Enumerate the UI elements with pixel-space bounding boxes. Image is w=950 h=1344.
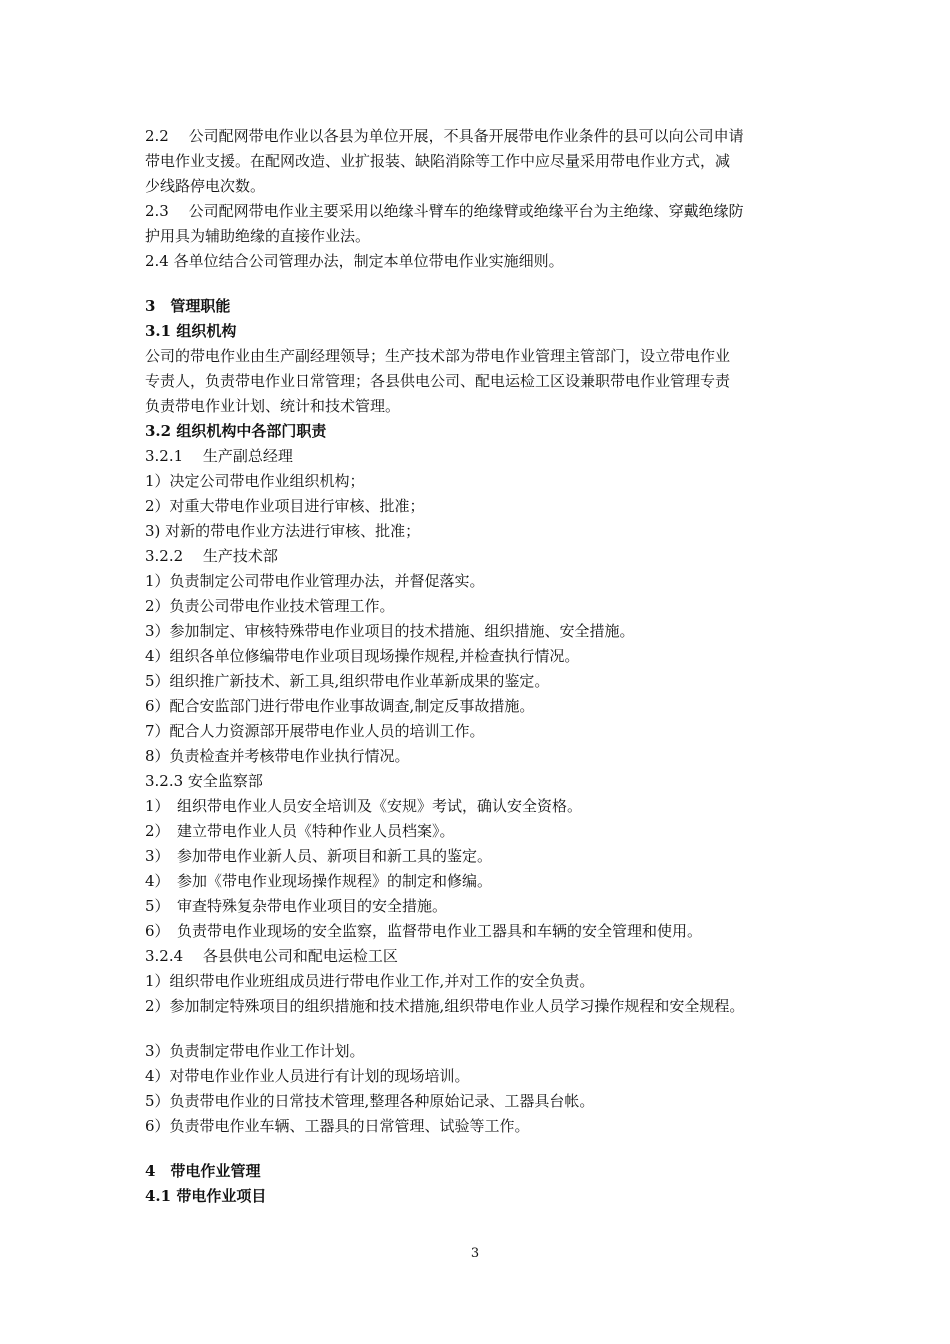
text-line: 3） 参加带电作业新人员、新项目和新工具的鉴定。 (145, 847, 493, 865)
text-line: 7）配合人力资源部开展带电作业人员的培训工作。 (145, 722, 485, 740)
text-line: 5） 审查特殊复杂带电作业项目的安全措施。 (145, 897, 448, 915)
text-line: 2）对重大带电作业项目进行审核、批准； (145, 497, 425, 515)
text-line: 4）组织各单位修编带电作业项目现场操作规程,并检查执行情况。 (145, 647, 580, 665)
page-number: 3 (470, 1246, 480, 1261)
text-line: 1） 组织带电作业人员安全培训及《安规》考试，确认安全资格。 (145, 797, 583, 815)
text-line: 2.3 公司配网带电作业主要采用以绝缘斗臂车的绝缘臂或绝缘平台为主绝缘、穿戴绝缘防 (145, 202, 744, 220)
paragraph-spacer (145, 1139, 835, 1159)
text-line: 3.2.3 安全监察部 (145, 772, 263, 790)
text-line: 4） 参加《带电作业现场操作规程》的制定和修编。 (145, 872, 493, 890)
text-line: 3.2.4 各县供电公司和配电运检工区 (145, 947, 398, 965)
text-line: 负责带电作业计划、统计和技术管理。 (145, 397, 401, 415)
document-body (145, 124, 835, 1209)
text-line: 2）参加制定特殊项目的组织措施和技术措施,组织带电作业人员学习操作规程和安全规程。 (145, 997, 745, 1015)
section-heading: 4 带电作业管理 (145, 1162, 261, 1180)
text-line: 带电作业支援。在配网改造、业扩报装、缺陷消除等工作中应尽量采用带电作业方式，减 (145, 152, 731, 170)
text-line: 4）对带电作业作业人员进行有计划的现场培训。 (145, 1067, 470, 1085)
text-line: 3）参加制定、审核特殊带电作业项目的技术措施、组织措施、安全措施。 (145, 622, 635, 640)
text-line: 2.2 公司配网带电作业以各县为单位开展，不具备开展带电作业条件的县可以向公司申请 (145, 127, 744, 145)
text-line: 6）配合安监部门进行带电作业事故调查,制定反事故措施。 (145, 697, 535, 715)
text-line: 少线路停电次数。 (145, 177, 266, 195)
section-heading: 3.2 组织机构中各部门职责 (145, 422, 327, 440)
text-line: 公司的带电作业由生产副经理领导；生产技术部为带电作业管理主管部门，设立带电作业 (145, 347, 731, 365)
text-line: 5）负责带电作业的日常技术管理,整理各种原始记录、工器具台帐。 (145, 1092, 595, 1110)
section-heading: 3 管理职能 (145, 297, 231, 315)
text-line: 3) 对新的带电作业方法进行审核、批准； (145, 522, 421, 540)
text-line: 1）决定公司带电作业组织机构； (145, 472, 365, 490)
text-line: 6） 负责带电作业现场的安全监察，监督带电作业工器具和车辆的安全管理和使用。 (145, 922, 703, 940)
paragraph-spacer (145, 1019, 835, 1039)
text-line: 3.2.2 生产技术部 (145, 547, 278, 565)
section-heading: 3.1 组织机构 (145, 322, 237, 340)
section-heading: 4.1 带电作业项目 (145, 1187, 267, 1205)
text-line: 8）负责检查并考核带电作业执行情况。 (145, 747, 410, 765)
text-line: 1）负责制定公司带电作业管理办法，并督促落实。 (145, 572, 485, 590)
text-line: 护用具为辅助绝缘的直接作业法。 (145, 227, 371, 245)
text-line: 5）组织推广新技术、新工具,组织带电作业革新成果的鉴定。 (145, 672, 550, 690)
text-line: 6）负责带电作业车辆、工器具的日常管理、试验等工作。 (145, 1117, 530, 1135)
paragraph-spacer (145, 274, 835, 294)
text-line: 1）组织带电作业班组成员进行带电作业工作,并对工作的安全负责。 (145, 972, 595, 990)
text-line: 3.2.1 生产副总经理 (145, 447, 293, 465)
text-line: 2） 建立带电作业人员《特种作业人员档案》。 (145, 822, 455, 840)
text-line: 专责人，负责带电作业日常管理；各县供电公司、配电运检工区设兼职带电作业管理专责 (145, 372, 731, 390)
text-line: 2.4 各单位结合公司管理办法，制定本单位带电作业实施细则。 (145, 252, 564, 270)
text-line: 3）负责制定带电作业工作计划。 (145, 1042, 365, 1060)
text-line: 2）负责公司带电作业技术管理工作。 (145, 597, 395, 615)
